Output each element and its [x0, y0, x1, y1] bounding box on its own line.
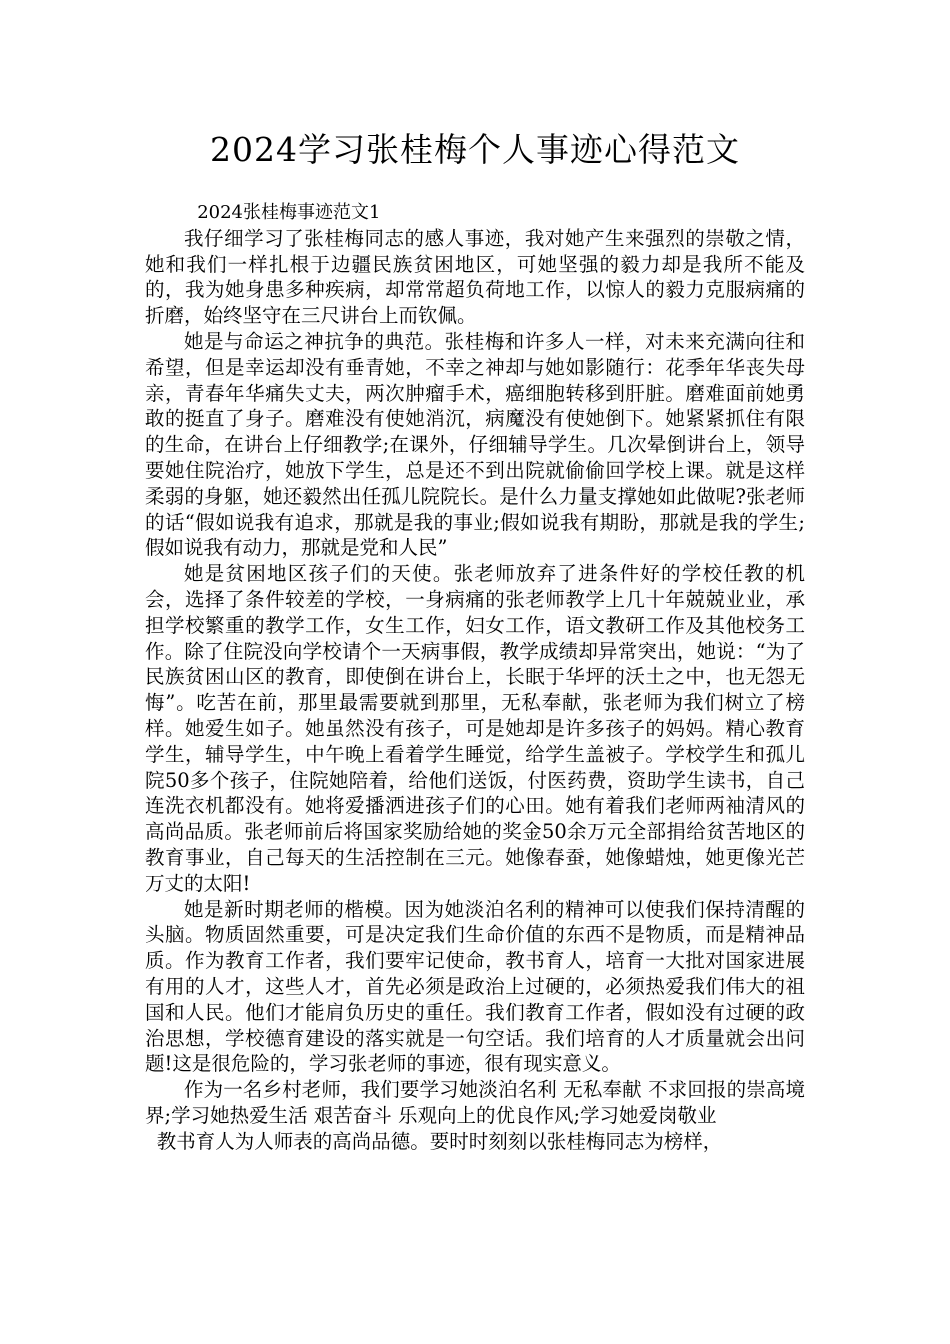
- paragraph-2: 她是与命运之神抗争的典范。张桂梅和许多人一样，对未来充满向往和希望，但是幸运却没有垂青她，不幸之神却与她如影随行：花季年华丧失母亲，青春年华痛失丈夫，两次肿瘤手术，癌细胞转移到肝脏。磨难面前她勇敢的挺直了身子。磨难没有使她消沉，病魔没有使她倒下。她紧紧抓住有限的生命，在讲台上仔细教学;在课外，仔细辅导学生。几次晕倒讲台上，领导要她住院治疗，她放下学生，总是还不到出院就偷偷回学校上课。就是这样柔弱的身躯，她还毅然出任孤儿院院长。是什么力量支撑她如此做呢?张老师的话“假如说我有追求，那就是我的事业;假如说我有期盼，那就是我的学生;假如说我有动力，那就是党和人民”: [145, 329, 805, 560]
- document-title: 2024学习张桂梅个人事迹心得范文: [210, 130, 740, 169]
- paragraph-6: 教书育人为人师表的高尚品德。要时时刻刻以张桂梅同志为榜样，: [156, 1129, 723, 1153]
- document-body: [145, 200, 805, 1154]
- paragraph-5: 作为一名乡村老师，我们要学习她淡泊名利 无私奉献 不求回报的崇高境界;学习她热爱生活 艰苦奋斗 乐观向上的优良作风;学习她爱岗敬业: [145, 1078, 805, 1127]
- paragraph-4: 她是新时期老师的楷模。因为她淡泊名利的精神可以使我们保持清醒的头脑。物质固然重要，可是决定我们生命价值的东西不是物质，而是精神品质。作为教育工作者，我们要牢记使命，教书育人，培育一大批对国家进展有用的人才，这些人才，首先必须是政治上过硬的，必须热爱我们伟大的祖国和人民。他们才能肩负历史的重任。我们教育工作者，假如没有过硬的政治思想，学校德育建设的落实就是一句空话。我们培育的人才质量就会出问题!这是很危险的，学习张老师的事迹，很有现实意义。: [145, 897, 805, 1076]
- section-subheading: 2024张桂梅事迹范文1: [197, 202, 381, 223]
- paragraph-3: 她是贫困地区孩子们的天使。张老师放弃了进条件好的学校任教的机会，选择了条件较差的学校，一身病痛的张老师教学上几十年兢兢业业，承担学校繁重的教学工作，女生工作，妇女工作，语文教研工作及其他校务工作。除了住院没向学校请个一天病事假，教学成绩却异常突出，她说：“为了民族贫困山区的教育，即使倒在讲台上，长眠于华坪的沃土之中，也无怨无悔”。吃苦在前，那里最需要就到那里，无私奉献，张老师为我们树立了榜样。她爱生如子。她虽然没有孩子，可是她却是许多孩子的妈妈。精心教育学生，辅导学生，中午晚上看着学生睡觉，给学生盖被子。学校学生和孤儿院50多个孩子，住院她陪着，给他们送饭，付医药费，资助学生读书，自己连洗衣机都没有。她将爱播洒进孩子们的心田。她有着我们老师两袖清风的高尚品质。张老师前后将国家奖励给她的奖金50余万元全部捐给贫苦地区的教育事业，自己每天的生活控制在三元。她像春蚕，她像蜡烛，她更像光芒万丈的太阳!: [145, 562, 805, 895]
- paragraph-1: 我仔细学习了张桂梅同志的感人事迹，我对她产生来强烈的崇敬之情，她和我们一样扎根于边疆民族贫困地区，可她坚强的毅力却是我所不能及的，我为她身患多种疾病，却常常超负荷地工作，以惊人的毅力克服病痛的折磨，始终坚守在三尺讲台上而钦佩。: [145, 226, 805, 328]
